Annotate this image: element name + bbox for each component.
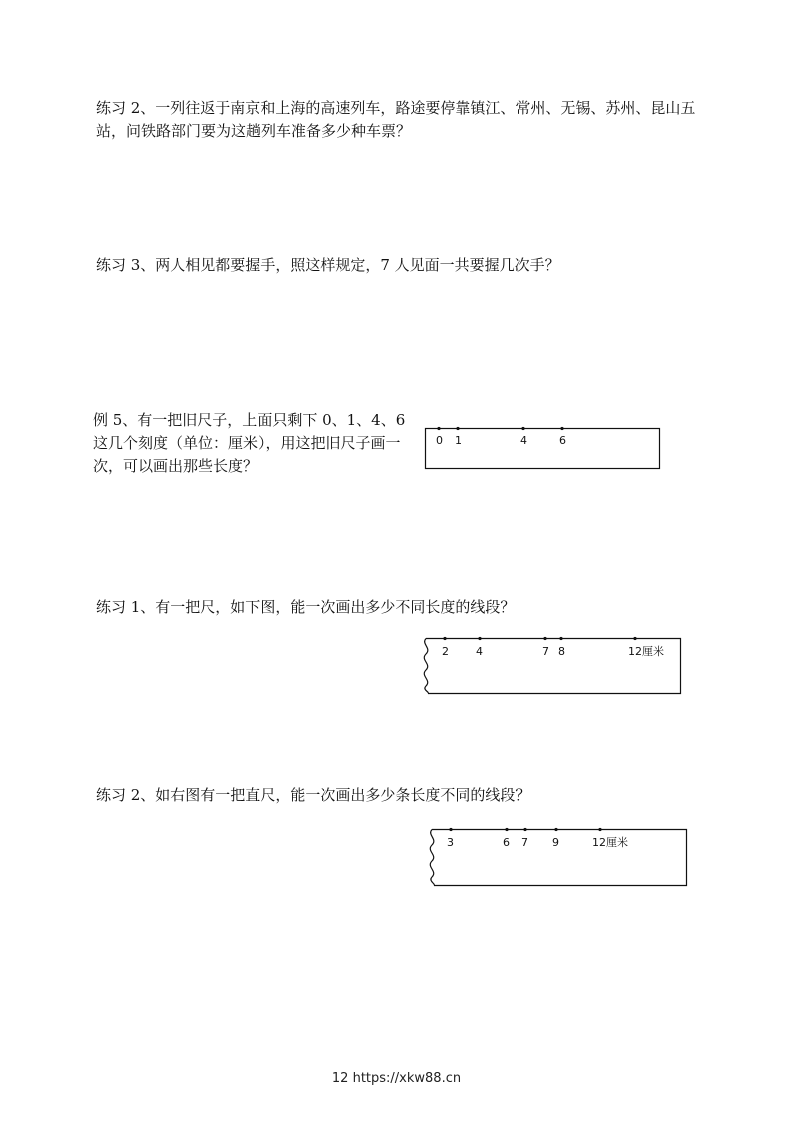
tick-label: 4 [520,434,527,447]
page-footer: 12 https://xkw88.cn [331,1071,462,1086]
tick-label: 9 [552,836,559,849]
tick-dot [478,637,481,640]
tick-dot [559,637,562,640]
ruler-body [432,830,687,886]
tick-label: 6 [559,434,566,447]
tick-dot [449,828,452,831]
tick-label: 7 [521,836,528,849]
tick-label: 2 [442,645,449,658]
question-practice-2-straight-ruler: 练习 2、如右图有一把直尺，能一次画出多少条长度不同的线段？ [96,786,531,804]
tick-dot [456,427,459,430]
tick-label: 6 [503,836,510,849]
tick-dot [633,637,636,640]
tick-label: 4 [476,645,483,658]
tick-label: 7 [542,645,549,658]
tick-dot [521,427,524,430]
tick-dot [560,427,563,430]
torn-edge [424,639,428,694]
question-practice-3-handshake: 练习 3、两人相见都要握手，照这样规定，7 人见面一共要握几次手？ [96,256,560,274]
tick-label: 0 [436,434,443,447]
ruler-diagram-1 [424,424,664,472]
tick-dot [523,828,526,831]
ruler-diagram-2 [418,634,684,696]
tick-label: 12厘米 [628,645,664,658]
tick-label: 3 [447,836,454,849]
question-example-5-old-ruler: 例 5、有一把旧尺子，上面只剩下 0、1、4、6 这几个刻度（单位：厘米），用这把旧尺子画一次，可以画出那些长度？ [93,411,406,475]
tick-dot [505,828,508,831]
torn-edge [430,830,434,886]
tick-label: 1 [455,434,462,447]
ruler-diagram-3 [424,825,690,889]
tick-label: 12厘米 [592,836,628,849]
tick-dot [437,427,440,430]
tick-dot [543,637,546,640]
tick-dot [598,828,601,831]
question-practice-2-train: 练习 2、一列往返于南京和上海的高速列车，路途要停靠镇江、常州、无锡、苏州、昆山五站，问铁路部门要为这趟列车准备多少种车票？ [96,99,696,140]
tick-label: 8 [558,645,565,658]
tick-dot [554,828,557,831]
tick-dot [443,637,446,640]
question-practice-1-ruler: 练习 1、有一把尺，如下图，能一次画出多少不同长度的线段？ [96,598,516,616]
